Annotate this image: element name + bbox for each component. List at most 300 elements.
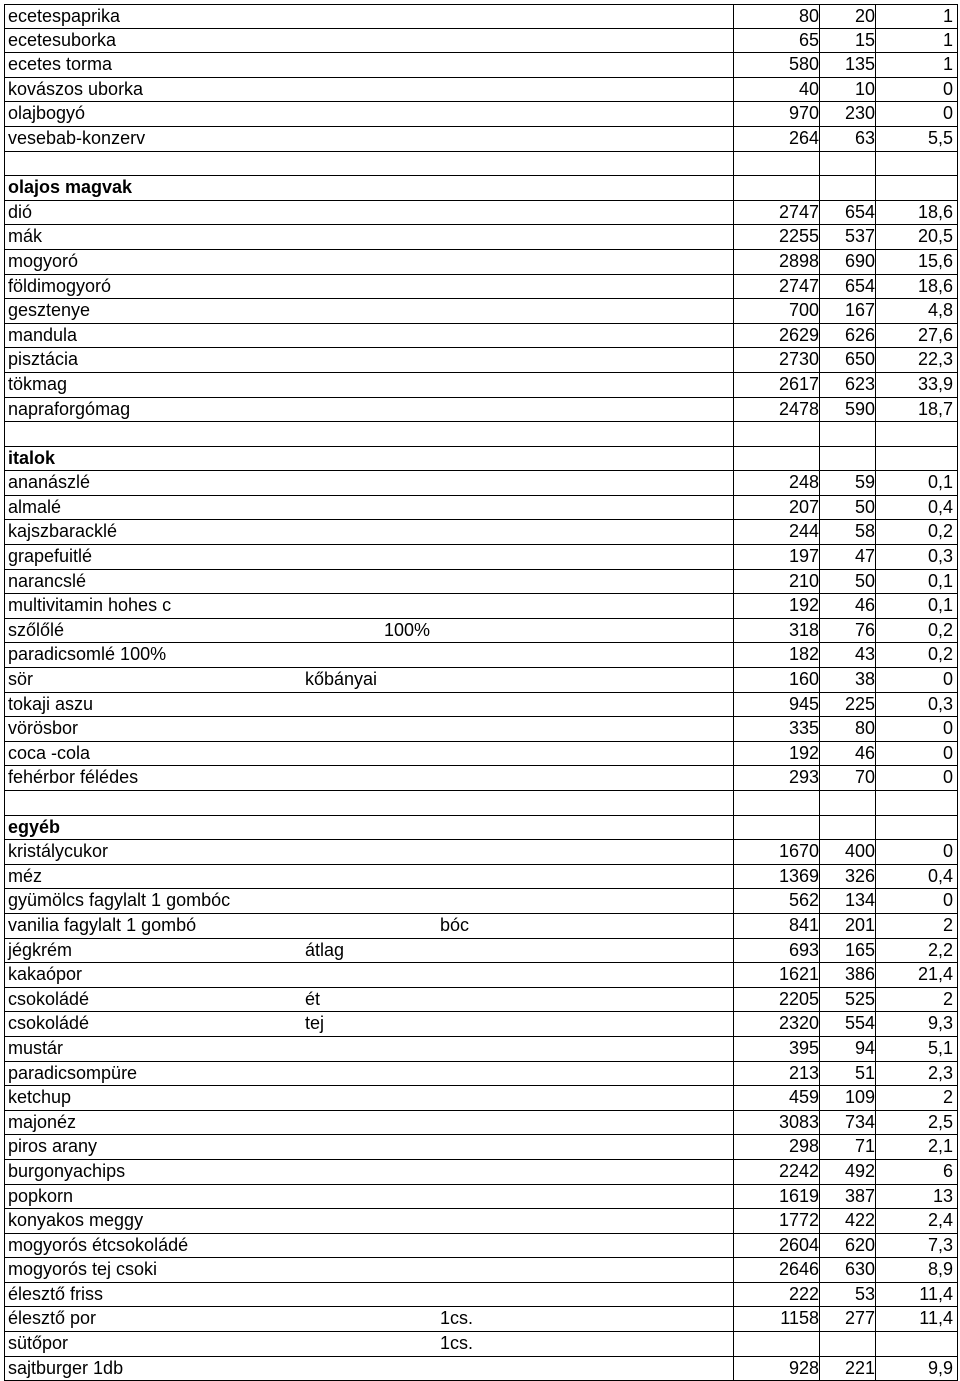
grid-line: [4, 1135, 5, 1159]
item-name: méz: [8, 865, 43, 886]
value-col-3: 0,1: [927, 472, 953, 493]
item-name: multivitamin hohes c: [8, 595, 172, 616]
value-col-1: 1619: [778, 1185, 819, 1206]
grid-line: [4, 1209, 5, 1233]
value-col-3: 2,3: [927, 1062, 953, 1083]
grid-line: [733, 816, 734, 840]
item-name: gesztenye: [8, 300, 91, 321]
value-col-2: 525: [844, 988, 875, 1009]
table-row: [4, 1357, 958, 1381]
grid-line: [957, 127, 958, 151]
grid-line: [4, 373, 5, 397]
value-col-3: 0: [942, 78, 953, 99]
grid-line: [957, 717, 958, 741]
grid-line: [957, 619, 958, 643]
value-col-3: 0,4: [927, 865, 953, 886]
item-name: tökmag: [8, 373, 68, 394]
table-row: [4, 988, 958, 1013]
value-col-1: 192: [788, 742, 819, 763]
value-col-3: 0,2: [927, 644, 953, 665]
item-name: pisztácia: [8, 349, 79, 370]
grid-line: [4, 1258, 5, 1282]
value-col-1: 197: [788, 546, 819, 567]
value-col-3: 0: [942, 890, 953, 911]
grid-line: [957, 1234, 958, 1258]
value-col-1: 3083: [778, 1111, 819, 1132]
grid-line: [957, 594, 958, 618]
value-col-1: 2205: [778, 988, 819, 1009]
value-col-2: 76: [854, 619, 875, 640]
section-title: egyéb: [8, 816, 61, 837]
value-col-2: 230: [844, 103, 875, 124]
grid-line: [4, 1234, 5, 1258]
grid-line: [957, 520, 958, 544]
value-col-1: 700: [788, 300, 819, 321]
grid-line: [4, 570, 5, 594]
item-name: ecetes torma: [8, 54, 113, 75]
item-name: vörösbor: [8, 718, 79, 739]
value-col-2: 654: [844, 201, 875, 222]
value-col-1: 2730: [778, 349, 819, 370]
item-name: vanilia fagylalt 1 gombó: [8, 914, 197, 935]
table-row: [4, 1062, 958, 1087]
value-col-2: 201: [844, 914, 875, 935]
value-col-2: 386: [844, 964, 875, 985]
value-col-3: 15,6: [917, 250, 953, 271]
item-name: ananászlé: [8, 472, 91, 493]
grid-line: [733, 447, 734, 471]
grid-line: [4, 102, 5, 126]
value-col-1: 459: [788, 1087, 819, 1108]
table-row: [4, 1258, 958, 1283]
value-col-3: 2,2: [927, 939, 953, 960]
value-col-3: 0,3: [927, 693, 953, 714]
grid-line: [4, 225, 5, 249]
table-row: [4, 766, 958, 791]
grid-line: [4, 816, 5, 840]
item-name: majonéz: [8, 1111, 77, 1132]
value-col-2: 492: [844, 1160, 875, 1181]
item-name: burgonyachips: [8, 1160, 126, 1181]
item-name: olajbogyó: [8, 103, 86, 124]
grid-line: [4, 496, 5, 520]
value-col-1: 1670: [778, 841, 819, 862]
value-col-1: 210: [788, 570, 819, 591]
table-row: [4, 398, 958, 423]
item-name: mustár: [8, 1037, 64, 1058]
item-name: tokaji aszu: [8, 693, 94, 714]
item-name: jégkrém: [8, 939, 73, 960]
grid-line: [4, 152, 5, 176]
value-col-3: 18,6: [917, 275, 953, 296]
grid-line: [957, 988, 958, 1012]
section-header-row: [4, 816, 958, 841]
value-col-1: 2242: [778, 1160, 819, 1181]
grid-line: [4, 1283, 5, 1307]
value-col-1: 222: [788, 1283, 819, 1304]
value-col-2: 387: [844, 1185, 875, 1206]
table-row: [4, 1135, 958, 1160]
value-col-3: 0,4: [927, 496, 953, 517]
table-row: [4, 1012, 958, 1037]
value-col-1: 928: [788, 1357, 819, 1378]
value-col-2: 53: [854, 1283, 875, 1304]
value-col-2: 71: [854, 1136, 875, 1157]
table-row: [4, 742, 958, 767]
grid-line: [4, 1332, 5, 1356]
grid-line: [4, 594, 5, 618]
table-row: [4, 250, 958, 275]
grid-line: [4, 742, 5, 766]
item-name: földimogyoró: [8, 275, 112, 296]
value-col-1: 2747: [778, 201, 819, 222]
grid-line: [4, 939, 5, 963]
grid-line: [4, 889, 5, 913]
value-col-3: 6: [942, 1160, 953, 1181]
item-name: dió: [8, 201, 33, 222]
grid-line: [4, 619, 5, 643]
grid-line: [957, 53, 958, 77]
value-col-1: 40: [798, 78, 819, 99]
table-row: [4, 78, 958, 103]
grid-line: [957, 1111, 958, 1135]
value-col-2: 38: [854, 669, 875, 690]
grid-line: [957, 791, 958, 815]
value-col-1: 160: [788, 669, 819, 690]
grid-line: [4, 865, 5, 889]
table-row: [4, 275, 958, 300]
value-col-3: 0: [942, 669, 953, 690]
table-row: [4, 889, 958, 914]
value-col-1: 298: [788, 1136, 819, 1157]
value-col-1: 2747: [778, 275, 819, 296]
table-row: [4, 471, 958, 496]
item-name: gyümölcs fagylalt 1 gombóc: [8, 890, 231, 911]
grid-line: [957, 889, 958, 913]
item-name: napraforgómag: [8, 398, 131, 419]
grid-line: [957, 1160, 958, 1184]
grid-line: [957, 1135, 958, 1159]
value-col-2: 326: [844, 865, 875, 886]
item-name: narancslé: [8, 570, 87, 591]
value-col-2: 46: [854, 595, 875, 616]
grid-line: [4, 447, 5, 471]
grid-line: [957, 1037, 958, 1061]
grid-line: [957, 1086, 958, 1110]
value-col-2: 167: [844, 300, 875, 321]
grid-line: [875, 422, 876, 446]
table-row: [4, 643, 958, 668]
value-col-3: 2: [942, 914, 953, 935]
value-col-2: 650: [844, 349, 875, 370]
blank-row: [4, 791, 958, 816]
item-name: csokoládé: [8, 1013, 90, 1034]
value-col-3: 18,7: [917, 398, 953, 419]
value-col-1: 841: [788, 914, 819, 935]
item-name: mogyorós tej csoki: [8, 1259, 158, 1280]
grid-line: [957, 348, 958, 372]
grid-line: [4, 250, 5, 274]
value-col-3: 0: [942, 742, 953, 763]
grid-line: [957, 1185, 958, 1209]
grid-line: [957, 5, 958, 28]
table-row: [4, 570, 958, 595]
grid-line: [4, 963, 5, 987]
value-col-3: 0,1: [927, 595, 953, 616]
item-name: coca -cola: [8, 742, 91, 763]
value-col-1: 1369: [778, 865, 819, 886]
grid-line: [733, 791, 734, 815]
value-col-3: 5,5: [927, 127, 953, 148]
value-col-3: 0,3: [927, 546, 953, 567]
table-row: [4, 348, 958, 373]
grid-line: [957, 766, 958, 790]
grid-line: [957, 471, 958, 495]
table-row: [4, 914, 958, 939]
spreadsheet-table: [4, 4, 958, 1381]
grid-line: [4, 201, 5, 225]
value-col-2: 630: [844, 1259, 875, 1280]
table-row: [4, 1307, 958, 1332]
value-col-3: 9,3: [927, 1013, 953, 1034]
grid-line: [875, 176, 876, 200]
grid-line: [957, 398, 958, 422]
value-col-1: 244: [788, 521, 819, 542]
grid-line: [957, 225, 958, 249]
value-col-3: 4,8: [927, 300, 953, 321]
value-col-1: 318: [788, 619, 819, 640]
grid-line: [957, 1283, 958, 1307]
value-col-1: 2629: [778, 324, 819, 345]
grid-line: [733, 1332, 734, 1356]
value-col-1: 213: [788, 1062, 819, 1083]
value-col-3: 5,1: [927, 1037, 953, 1058]
value-col-2: 422: [844, 1210, 875, 1231]
grid-line: [957, 176, 958, 200]
value-col-2: 58: [854, 521, 875, 542]
item-name: élesztő por: [8, 1308, 97, 1329]
grid-line: [4, 693, 5, 717]
grid-line: [4, 668, 5, 692]
grid-line: [957, 152, 958, 176]
table-row: [4, 668, 958, 693]
item-note: kőbányai: [305, 669, 378, 690]
table-row: [4, 1185, 958, 1210]
value-col-3: 20,5: [917, 226, 953, 247]
item-name: kakaópor: [8, 964, 83, 985]
value-col-2: 400: [844, 841, 875, 862]
grid-line: [4, 717, 5, 741]
grid-line: [4, 53, 5, 77]
value-col-1: 192: [788, 595, 819, 616]
value-col-3: 27,6: [917, 324, 953, 345]
item-note: 1cs.: [440, 1308, 474, 1329]
value-col-3: 0,1: [927, 570, 953, 591]
table-row: [4, 594, 958, 619]
value-col-2: 654: [844, 275, 875, 296]
item-name: sütőpor: [8, 1333, 69, 1354]
grid-line: [957, 373, 958, 397]
value-col-2: 277: [844, 1308, 875, 1329]
table-row: [4, 939, 958, 964]
table-row: [4, 1332, 958, 1357]
grid-line: [957, 29, 958, 53]
value-col-1: 693: [788, 939, 819, 960]
grid-line: [957, 693, 958, 717]
grid-line: [4, 299, 5, 323]
value-col-3: 11,4: [919, 1283, 953, 1304]
item-name: vesebab-konzerv: [8, 127, 146, 148]
item-name: ketchup: [8, 1087, 72, 1108]
grid-line: [4, 791, 5, 815]
value-col-2: 623: [844, 373, 875, 394]
grid-line: [957, 742, 958, 766]
grid-line: [733, 422, 734, 446]
value-col-2: 50: [854, 496, 875, 517]
value-col-2: 626: [844, 324, 875, 345]
value-col-2: 225: [844, 693, 875, 714]
section-title: italok: [8, 447, 56, 468]
table-row: [4, 840, 958, 865]
value-col-3: 22,3: [917, 349, 953, 370]
grid-line: [4, 176, 5, 200]
value-col-3: 2: [942, 988, 953, 1009]
value-col-1: 970: [788, 103, 819, 124]
value-col-2: 734: [844, 1111, 875, 1132]
grid-line: [957, 422, 958, 446]
value-col-2: 47: [854, 546, 875, 567]
item-name: élesztő friss: [8, 1283, 104, 1304]
table-row: [4, 1086, 958, 1111]
value-col-3: 11,4: [919, 1308, 953, 1329]
item-note: átlag: [305, 939, 345, 960]
value-col-3: 21,4: [917, 964, 953, 985]
value-col-3: 33,9: [917, 373, 953, 394]
value-col-3: 1: [942, 54, 953, 75]
grid-line: [4, 29, 5, 53]
grid-line: [875, 1332, 876, 1356]
grid-line: [4, 1062, 5, 1086]
value-col-3: 0: [942, 718, 953, 739]
grid-line: [957, 201, 958, 225]
table-row: [4, 299, 958, 324]
value-col-2: 221: [844, 1357, 875, 1378]
value-col-3: 0: [942, 841, 953, 862]
grid-line: [957, 1357, 958, 1381]
grid-line: [957, 570, 958, 594]
value-col-1: 2478: [778, 398, 819, 419]
table-row: [4, 1209, 958, 1234]
grid-line: [4, 766, 5, 790]
grid-line: [4, 422, 5, 446]
blank-row: [4, 422, 958, 447]
value-col-2: 63: [854, 127, 875, 148]
table-row: [4, 29, 958, 54]
value-col-2: 46: [854, 742, 875, 763]
grid-line: [733, 176, 734, 200]
value-col-2: 134: [844, 890, 875, 911]
table-row: [4, 963, 958, 988]
grid-line: [4, 398, 5, 422]
grid-line: [875, 791, 876, 815]
table-row: [4, 865, 958, 890]
item-name: mandula: [8, 324, 78, 345]
grid-line: [957, 939, 958, 963]
item-note: tej: [305, 1013, 325, 1034]
table-row: [4, 693, 958, 718]
grid-line: [4, 1160, 5, 1184]
grid-line: [957, 1307, 958, 1331]
grid-line: [957, 299, 958, 323]
value-col-1: 945: [788, 693, 819, 714]
value-col-2: 59: [854, 472, 875, 493]
table-row: [4, 619, 958, 644]
value-col-2: 537: [844, 226, 875, 247]
grid-line: [4, 545, 5, 569]
table-row: [4, 373, 958, 398]
value-col-2: 590: [844, 398, 875, 419]
value-col-2: 165: [844, 939, 875, 960]
grid-line: [4, 840, 5, 864]
grid-line: [4, 988, 5, 1012]
table-row: [4, 53, 958, 78]
grid-line: [819, 1332, 820, 1356]
value-col-1: 2320: [778, 1013, 819, 1034]
value-col-1: 207: [788, 496, 819, 517]
grid-line: [957, 496, 958, 520]
table-row: [4, 520, 958, 545]
grid-line: [4, 1086, 5, 1110]
value-col-2: 70: [854, 767, 875, 788]
grid-line: [957, 447, 958, 471]
table-row: [4, 4, 958, 29]
blank-row: [4, 152, 958, 177]
value-col-2: 50: [854, 570, 875, 591]
grid-line: [957, 1332, 958, 1356]
item-name: paradicsompüre: [8, 1062, 138, 1083]
table-row: [4, 1283, 958, 1308]
grid-line: [819, 176, 820, 200]
item-note: 1cs.: [440, 1333, 474, 1354]
value-col-1: 1772: [778, 1210, 819, 1231]
item-note: ét: [305, 988, 321, 1009]
grid-line: [957, 840, 958, 864]
value-col-2: 51: [854, 1062, 875, 1083]
item-name: grapefuitlé: [8, 546, 93, 567]
item-name: konyakos meggy: [8, 1210, 144, 1231]
table-row: [4, 496, 958, 521]
value-col-2: 10: [854, 78, 875, 99]
item-note: 100%: [384, 619, 431, 640]
table-row: [4, 1037, 958, 1062]
grid-line: [957, 914, 958, 938]
grid-line: [4, 275, 5, 299]
value-col-2: 43: [854, 644, 875, 665]
grid-line: [957, 324, 958, 348]
value-col-1: 2646: [778, 1259, 819, 1280]
grid-line: [4, 1012, 5, 1036]
grid-line: [957, 1012, 958, 1036]
item-name: mogyorós étcsokoládé: [8, 1234, 189, 1255]
item-name: kovászos uborka: [8, 78, 144, 99]
value-col-2: 690: [844, 250, 875, 271]
value-col-2: 620: [844, 1234, 875, 1255]
grid-line: [957, 816, 958, 840]
grid-line: [4, 1111, 5, 1135]
value-col-1: 264: [788, 127, 819, 148]
value-col-2: 94: [854, 1037, 875, 1058]
value-col-1: 1621: [778, 964, 819, 985]
